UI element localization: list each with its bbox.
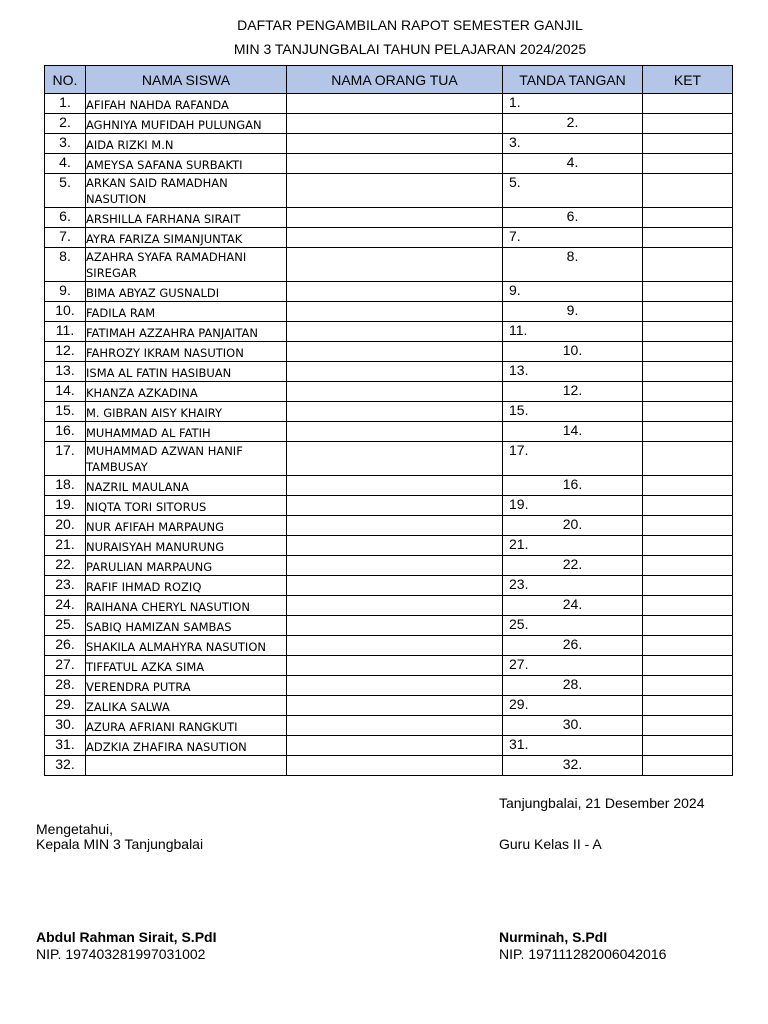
student-name: RAIHANA CHERYL NASUTION — [86, 596, 287, 616]
signature-number: 29. — [503, 696, 643, 716]
student-name: FAHROZY IKRAM NASUTION — [86, 342, 287, 362]
parent-name-cell — [287, 248, 503, 282]
row-number: 30. — [45, 716, 86, 736]
table-row — [45, 496, 733, 516]
row-number: 1. — [45, 94, 86, 114]
row-number: 15. — [45, 402, 86, 422]
student-name: ISMA AL FATIN HASIBUAN — [86, 362, 287, 382]
table-row — [45, 302, 733, 322]
student-name: NURAISYAH MANURUNG — [86, 536, 287, 556]
row-number: 16. — [45, 422, 86, 442]
parent-name-cell — [287, 134, 503, 154]
teacher-title: Guru Kelas II - A — [499, 836, 602, 852]
signature-number: 27. — [503, 656, 643, 676]
row-number: 12. — [45, 342, 86, 362]
header-tanda-tangan: TANDA TANGAN — [503, 66, 643, 94]
row-number: 6. — [45, 208, 86, 228]
row-number: 27. — [45, 656, 86, 676]
signature-number: 8. — [503, 248, 643, 282]
signature-number: 22. — [503, 556, 643, 576]
row-number: 31. — [45, 736, 86, 756]
student-name: ZALIKA SALWA — [86, 696, 287, 716]
signature-number: 30. — [503, 716, 643, 736]
student-name: AGHNIYA MUFIDAH PULUNGAN — [86, 114, 287, 134]
ket-cell — [643, 516, 733, 536]
row-number: 4. — [45, 154, 86, 174]
table-row — [45, 94, 733, 114]
signature-number: 11. — [503, 322, 643, 342]
student-name: RAFIF IHMAD ROZIQ — [86, 576, 287, 596]
row-number: 8. — [45, 248, 86, 282]
parent-name-cell — [287, 596, 503, 616]
table-row — [45, 362, 733, 382]
row-number: 9. — [45, 282, 86, 302]
student-name: SABIQ HAMIZAN SAMBAS — [86, 616, 287, 636]
signature-number: 3. — [503, 134, 643, 154]
row-number: 11. — [45, 322, 86, 342]
signature-number: 9. — [503, 282, 643, 302]
student-name: ADZKIA ZHAFIRA NASUTION — [86, 736, 287, 756]
student-name: TIFFATUL AZKA SIMA — [86, 656, 287, 676]
table-row — [45, 576, 733, 596]
signature-number: 28. — [503, 676, 643, 696]
signature-number: 2. — [503, 114, 643, 134]
ket-cell — [643, 676, 733, 696]
signature-number: 20. — [503, 516, 643, 536]
ket-cell — [643, 756, 733, 776]
ket-cell — [643, 382, 733, 402]
ket-cell — [643, 362, 733, 382]
row-number: 29. — [45, 696, 86, 716]
student-name: MUHAMMAD AL FATIH — [86, 422, 287, 442]
table-row — [45, 114, 733, 134]
roster-table — [44, 65, 733, 776]
parent-name-cell — [287, 114, 503, 134]
table-row — [45, 248, 733, 282]
header-nama-orang-tua: NAMA ORANG TUA — [287, 66, 503, 94]
table-row — [45, 134, 733, 154]
row-number: 5. — [45, 174, 86, 208]
parent-name-cell — [287, 282, 503, 302]
student-name: MUHAMMAD AZWAN HANIF TAMBUSAY — [86, 442, 287, 476]
parent-name-cell — [287, 174, 503, 208]
signature-number: 14. — [503, 422, 643, 442]
ket-cell — [643, 716, 733, 736]
student-name: AYRA FARIZA SIMANJUNTAK — [86, 228, 287, 248]
student-name — [86, 756, 287, 776]
table-row — [45, 174, 733, 208]
ket-cell — [643, 736, 733, 756]
row-number: 2. — [45, 114, 86, 134]
signature-number: 16. — [503, 476, 643, 496]
principal-nip: NIP. 197403281997031002 — [36, 946, 206, 962]
ket-cell — [643, 422, 733, 442]
row-number: 23. — [45, 576, 86, 596]
table-row — [45, 556, 733, 576]
signature-number: 26. — [503, 636, 643, 656]
ket-cell — [643, 208, 733, 228]
signature-number: 6. — [503, 208, 643, 228]
signature-number: 21. — [503, 536, 643, 556]
ket-cell — [643, 402, 733, 422]
row-number: 10. — [45, 302, 86, 322]
row-number: 24. — [45, 596, 86, 616]
student-name: AMEYSA SAFANA SURBAKTI — [86, 154, 287, 174]
ket-cell — [643, 596, 733, 616]
table-row — [45, 516, 733, 536]
parent-name-cell — [287, 402, 503, 422]
ket-cell — [643, 556, 733, 576]
ket-cell — [643, 228, 733, 248]
student-name: AIDA RIZKI M.N — [86, 134, 287, 154]
parent-name-cell — [287, 756, 503, 776]
ket-cell — [643, 656, 733, 676]
student-name: AZAHRA SYAFA RAMADHANI SIREGAR — [86, 248, 287, 282]
parent-name-cell — [287, 94, 503, 114]
ket-cell — [643, 536, 733, 556]
document-title: DAFTAR PENGAMBILAN RAPOT SEMESTER GANJIL — [237, 17, 583, 33]
parent-name-cell — [287, 576, 503, 596]
ket-cell — [643, 302, 733, 322]
parent-name-cell — [287, 362, 503, 382]
header-ket: KET — [643, 66, 733, 94]
student-name: NAZRIL MAULANA — [86, 476, 287, 496]
signature-number: 13. — [503, 362, 643, 382]
parent-name-cell — [287, 208, 503, 228]
ket-cell — [643, 442, 733, 476]
signature-number: 9. — [503, 302, 643, 322]
row-number: 32. — [45, 756, 86, 776]
table-row — [45, 382, 733, 402]
ket-cell — [643, 476, 733, 496]
parent-name-cell — [287, 736, 503, 756]
teacher-name: Nurminah, S.PdI — [499, 929, 608, 945]
row-number: 13. — [45, 362, 86, 382]
header-no: NO. — [45, 66, 86, 94]
ket-cell — [643, 496, 733, 516]
signature-number: 25. — [503, 616, 643, 636]
parent-name-cell — [287, 382, 503, 402]
table-row — [45, 736, 733, 756]
table-row — [45, 322, 733, 342]
signature-number: 32. — [503, 756, 643, 776]
parent-name-cell — [287, 228, 503, 248]
parent-name-cell — [287, 322, 503, 342]
row-number: 22. — [45, 556, 86, 576]
parent-name-cell — [287, 442, 503, 476]
parent-name-cell — [287, 716, 503, 736]
parent-name-cell — [287, 616, 503, 636]
parent-name-cell — [287, 636, 503, 656]
row-number: 17. — [45, 442, 86, 476]
table-row — [45, 656, 733, 676]
table-row — [45, 154, 733, 174]
table-row — [45, 282, 733, 302]
table-row — [45, 596, 733, 616]
ket-cell — [643, 94, 733, 114]
student-name: ARKAN SAID RAMADHAN NASUTION — [86, 174, 287, 208]
row-number: 20. — [45, 516, 86, 536]
ket-cell — [643, 174, 733, 208]
table-row — [45, 676, 733, 696]
parent-name-cell — [287, 516, 503, 536]
table-row — [45, 616, 733, 636]
signature-number: 7. — [503, 228, 643, 248]
table-row — [45, 402, 733, 422]
table-row — [45, 536, 733, 556]
table-row — [45, 442, 733, 476]
table-row — [45, 476, 733, 496]
ket-cell — [643, 636, 733, 656]
table-row — [45, 716, 733, 736]
parent-name-cell — [287, 422, 503, 442]
student-name: M. GIBRAN AISY KHAIRY — [86, 402, 287, 422]
student-name: PARULIAN MARPAUNG — [86, 556, 287, 576]
teacher-nip: NIP. 197111282006042016 — [499, 946, 667, 962]
student-name: VERENDRA PUTRA — [86, 676, 287, 696]
student-name: ARSHILLA FARHANA SIRAIT — [86, 208, 287, 228]
parent-name-cell — [287, 676, 503, 696]
parent-name-cell — [287, 496, 503, 516]
ket-cell — [643, 248, 733, 282]
signature-number: 12. — [503, 382, 643, 402]
row-number: 28. — [45, 676, 86, 696]
signature-number: 1. — [503, 94, 643, 114]
parent-name-cell — [287, 476, 503, 496]
ket-cell — [643, 322, 733, 342]
parent-name-cell — [287, 556, 503, 576]
row-number: 26. — [45, 636, 86, 656]
parent-name-cell — [287, 342, 503, 362]
signature-number: 5. — [503, 174, 643, 208]
signature-number: 4. — [503, 154, 643, 174]
table-row — [45, 228, 733, 248]
ket-cell — [643, 154, 733, 174]
parent-name-cell — [287, 302, 503, 322]
student-name: NUR AFIFAH MARPAUNG — [86, 516, 287, 536]
student-name: KHANZA AZKADINA — [86, 382, 287, 402]
row-number: 19. — [45, 496, 86, 516]
row-number: 25. — [45, 616, 86, 636]
ket-cell — [643, 134, 733, 154]
signature-number: 17. — [503, 442, 643, 476]
parent-name-cell — [287, 656, 503, 676]
student-name: AFIFAH NAHDA RAFANDA — [86, 94, 287, 114]
student-name: SHAKILA ALMAHYRA NASUTION — [86, 636, 287, 656]
place-date: Tanjungbalai, 21 Desember 2024 — [499, 795, 705, 811]
ket-cell — [643, 342, 733, 362]
row-number: 3. — [45, 134, 86, 154]
parent-name-cell — [287, 536, 503, 556]
ket-cell — [643, 616, 733, 636]
ket-cell — [643, 576, 733, 596]
row-number: 7. — [45, 228, 86, 248]
table-header-row — [45, 66, 733, 94]
acknowledged-label: Mengetahui, — [36, 821, 114, 837]
table-row — [45, 342, 733, 362]
signature-number: 10. — [503, 342, 643, 362]
ket-cell — [643, 282, 733, 302]
document-subtitle: MIN 3 TANJUNGBALAI TAHUN PELAJARAN 2024/2025 — [233, 41, 587, 57]
table-row — [45, 208, 733, 228]
row-number: 18. — [45, 476, 86, 496]
parent-name-cell — [287, 696, 503, 716]
signature-number: 31. — [503, 736, 643, 756]
student-name: NIQTA TORI SITORUS — [86, 496, 287, 516]
parent-name-cell — [287, 154, 503, 174]
header-nama-siswa: NAMA SISWA — [86, 66, 287, 94]
table-row — [45, 422, 733, 442]
table-row — [45, 696, 733, 716]
row-number: 21. — [45, 536, 86, 556]
roster-body — [45, 94, 733, 776]
signature-number: 15. — [503, 402, 643, 422]
table-row — [45, 636, 733, 656]
signature-number: 24. — [503, 596, 643, 616]
student-name: FATIMAH AZZAHRA PANJAITAN — [86, 322, 287, 342]
principal-name: Abdul Rahman Sirait, S.PdI — [36, 929, 217, 945]
signature-number: 23. — [503, 576, 643, 596]
row-number: 14. — [45, 382, 86, 402]
student-name: FADILA RAM — [86, 302, 287, 322]
principal-title: Kepala MIN 3 Tanjungbalai — [36, 836, 204, 852]
ket-cell — [643, 696, 733, 716]
ket-cell — [643, 114, 733, 134]
student-name: AZURA AFRIANI RANGKUTI — [86, 716, 287, 736]
student-name: BIMA ABYAZ GUSNALDI — [86, 282, 287, 302]
signature-number: 19. — [503, 496, 643, 516]
table-row — [45, 756, 733, 776]
